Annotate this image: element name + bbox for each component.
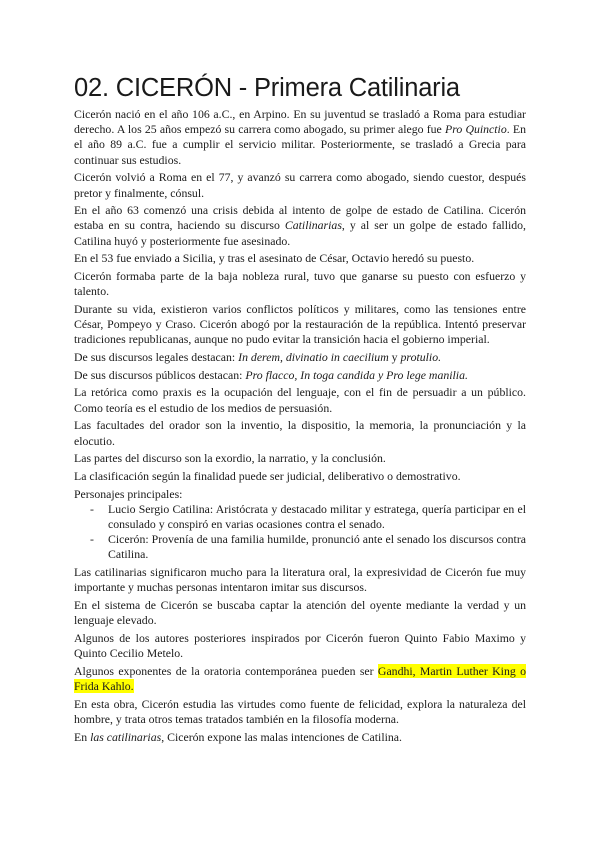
text-run: , y al ser un golpe de estado fallido, Catilina huyó y posteriormente fue asesinado.	[74, 218, 527, 248]
text-run: y	[388, 350, 401, 365]
paragraph-parts	[74, 451, 526, 466]
list-bullet: -	[90, 501, 94, 516]
paragraph-later-authors	[74, 631, 526, 661]
paragraph-system	[74, 598, 526, 628]
text-run: En el año 63 comenzó una crisis debida al intento de golpe de estado de Catilina. Cicerón estaba en su contra, haciendo su discurso	[74, 203, 526, 233]
paragraph-classification	[74, 469, 526, 484]
text-run: Cicerón formaba parte de la baja nobleza rural, tuvo que ganarse su puesto con esfuerzo y talento.	[74, 269, 526, 299]
text-run: Personajes principales:	[74, 486, 183, 501]
paragraph-legal-speeches	[74, 350, 526, 365]
italic-title: Pro Quinctio	[445, 122, 507, 137]
paragraph-catilinarias	[74, 730, 526, 745]
italic-title: protulio.	[400, 350, 442, 365]
list-item-text: Lucio Sergio Catilina: Aristócrata y destacado militar y estratega, quería participar en el consulado y conspiró en varias ocasiones contra el senado.	[108, 501, 526, 532]
paragraph-influence	[74, 565, 526, 595]
paragraph-sicilia	[74, 251, 526, 266]
text-run: La clasificación según la finalidad puede ser judicial, deliberativo o demostrativo.	[74, 468, 461, 483]
text-run: En el 53 fue enviado a Sicilia, y tras el asesinato de César, Octavio heredó su puesto.	[74, 251, 475, 266]
text-run: Las catilinarias significaron mucho para la literatura oral, la expresividad de Cicerón fue muy importante y muchas personas intentaron imitar sus discursos.	[74, 565, 526, 595]
text-run: Algunos exponentes de la oratoria contemporánea pueden ser	[74, 663, 378, 678]
text-run: Durante su vida, existieron varios conflictos políticos y militares, como las tensiones entre César, Pompeyo y Craso. Cicerón abogó por la restauración de la república. Intentó preservar tradiciones republicanas, aunque no pudo evitar la transición hacia el gobierno imperial.	[74, 301, 526, 347]
paragraph-contemporary	[74, 664, 526, 694]
paragraph-faculties	[74, 418, 526, 448]
list-item	[74, 502, 526, 532]
characters-list	[74, 502, 526, 563]
text-run: De sus discursos legales destacan:	[74, 350, 239, 365]
text-run: Cicerón volvió a Roma en el 77, y avanzó su carrera como abogado, siendo cuestor, después pretor y finalmente, cónsul.	[74, 170, 526, 200]
paragraph-conflicts	[74, 302, 526, 348]
text-run: La retórica como praxis es la ocupación del lenguaje, con el fin de persuadir a un público. Como teoría es el estudio de los medios de persuasión.	[74, 385, 526, 415]
italic-title: Pro flacco, In toga candida y Pro lege manilia.	[245, 367, 468, 382]
text-run: En el sistema de Cicerón se buscaba captar la atención del oyente mediante la verdad y un lenguaje elevado.	[74, 598, 526, 628]
paragraph-biography	[74, 107, 526, 168]
paragraph-nobility	[74, 269, 526, 299]
paragraph-public-speeches	[74, 368, 526, 383]
text-run: En esta obra, Cicerón estudia las virtudes como fuente de felicidad, explora la naturaleza del hombre, y trata otros temas tratados también en la filosofía moderna.	[74, 696, 526, 727]
list-bullet: -	[90, 532, 94, 547]
text-run: De sus discursos públicos destacan:	[74, 367, 246, 382]
italic-title: Catilinarias	[284, 218, 342, 233]
text-run: Cicerón nació en el año 106 a.C., en Arpino. En su juventud se trasladó a Roma para estudiar derecho. A los 25 años empezó su carrera como abogado, su primer alego fue	[74, 107, 526, 137]
text-run: Las facultades del orador son la inventio, la dispositio, la memoria, la pronunciación y la elocutio.	[74, 418, 526, 448]
list-item	[74, 532, 526, 562]
highlighted-text: Gandhi, Martin Luther King o Frida Kahlo.	[74, 663, 526, 694]
text-run: Las partes del discurso son la exordio, la narratio, y la conclusión.	[74, 451, 386, 466]
paragraph-rhetoric	[74, 385, 526, 415]
paragraph-career	[74, 170, 526, 200]
text-run: , Cicerón expone las malas intenciones de Catilina.	[161, 729, 402, 744]
paragraph-characters-heading	[74, 487, 526, 502]
document-body	[74, 107, 526, 745]
italic-title: las catilinarias	[90, 729, 162, 744]
text-run: Algunos de los autores posteriores inspirados por Cicerón fueron Quinto Fabio Maximo y Quinto Cecilio Metelo.	[74, 631, 526, 661]
text-run: En	[74, 729, 91, 744]
paragraph-virtues	[74, 697, 526, 727]
list-item-text: Cicerón: Provenía de una familia humilde, pronunció ante el senado los discursos contra Catilina.	[108, 532, 526, 562]
paragraph-crisis	[74, 203, 526, 249]
page-title: 02. CICERÓN - Primera Catilinaria	[74, 74, 460, 102]
italic-title: In derem, divinatio in caecilium	[238, 350, 389, 365]
text-run: . En el año 89 a.C. fue a cumplir el servicio militar. Posteriormente, se trasladó a Grecia para continuar sus estudios.	[74, 122, 526, 167]
